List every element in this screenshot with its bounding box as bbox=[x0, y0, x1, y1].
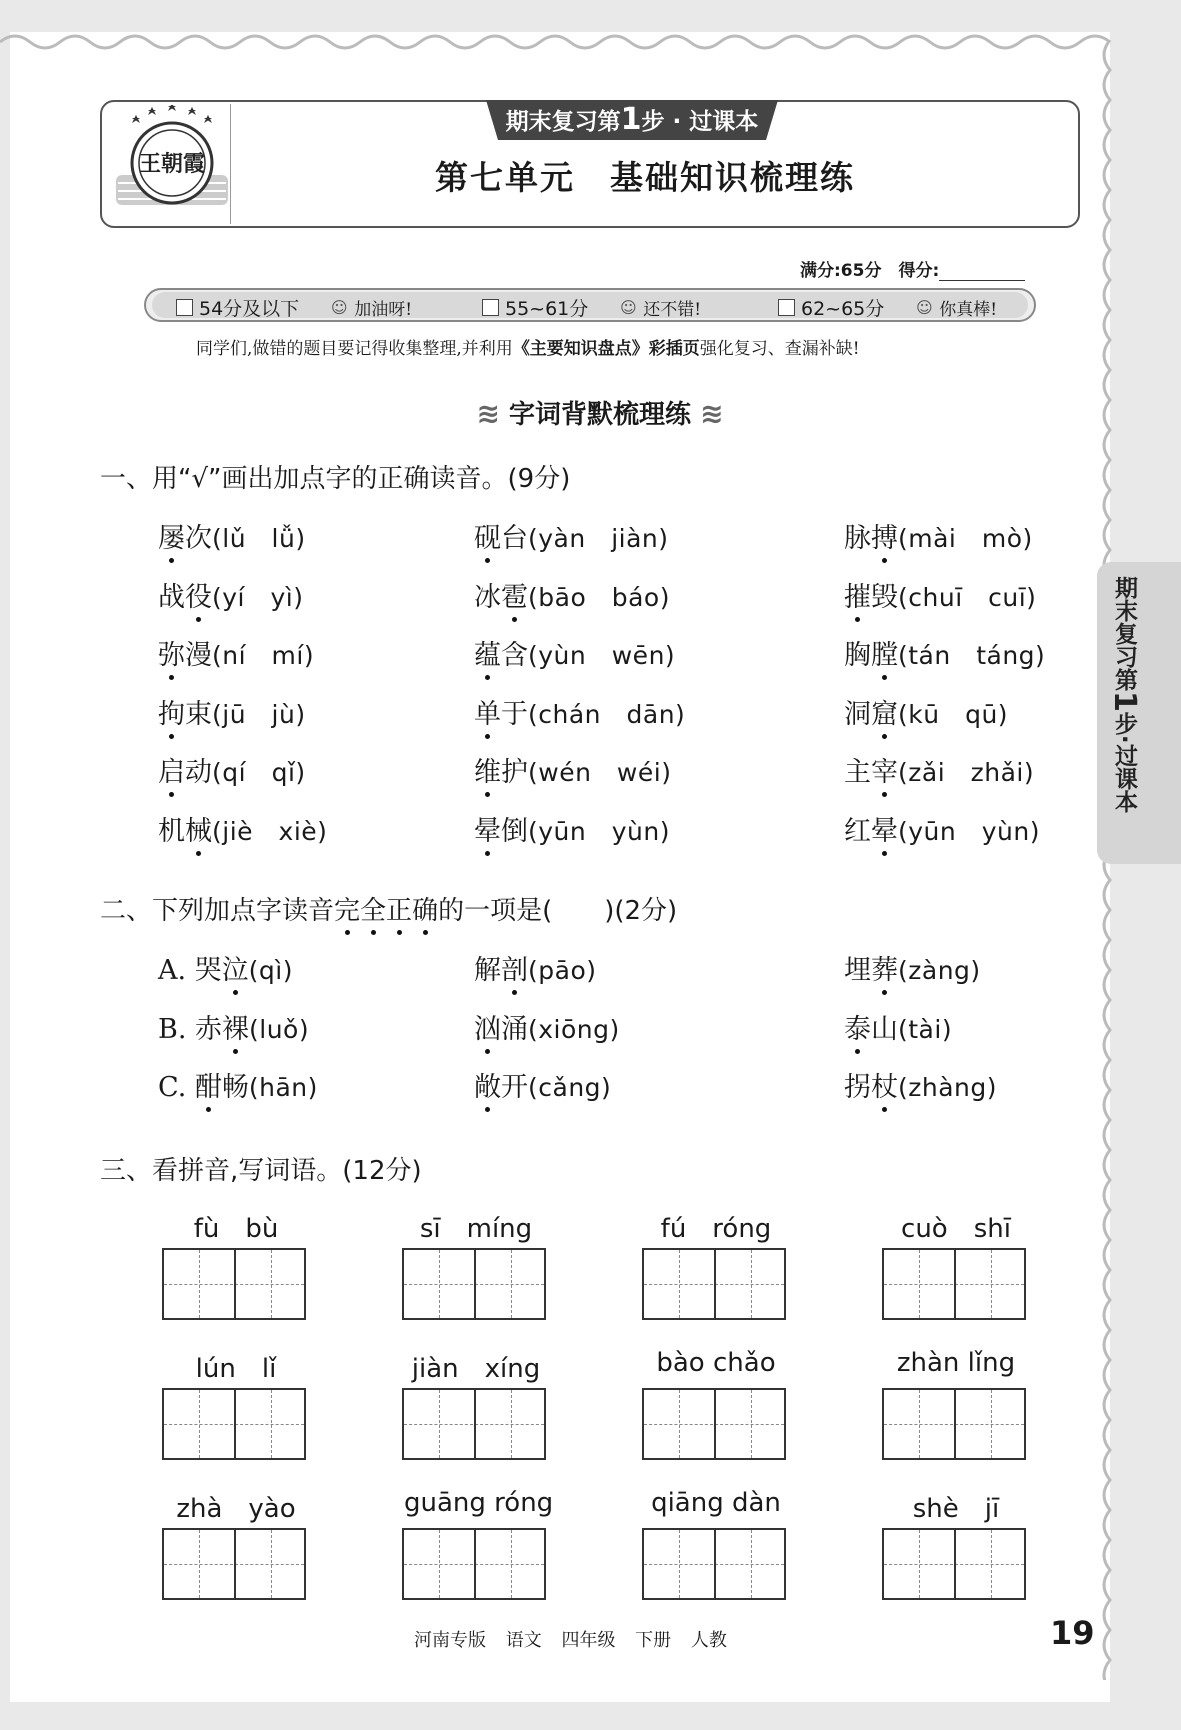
q1-item bbox=[158, 575, 304, 614]
q1-item bbox=[844, 516, 1033, 555]
wave-icon: ≋ bbox=[700, 397, 724, 430]
pinyin-options[interactable]: (chuī cuī) bbox=[898, 582, 1037, 612]
q1-item bbox=[158, 633, 314, 672]
q2-option-word: A. 哭泣(qì) bbox=[158, 948, 293, 987]
char: 泰 bbox=[844, 1007, 871, 1046]
char: 冰 bbox=[474, 581, 501, 613]
writing-grid[interactable] bbox=[642, 1248, 786, 1320]
unit-title: 第七单元 基础知识梳理练 bbox=[435, 158, 855, 197]
q2-option-word: B. 赤裸(luǒ) bbox=[158, 1007, 309, 1046]
char: 次 bbox=[185, 523, 212, 554]
writing-grid[interactable] bbox=[882, 1388, 1026, 1460]
pinyin-options[interactable]: (lǔ lǚ) bbox=[212, 524, 306, 553]
level-mid: 55~61分 ☺ 还不错! bbox=[482, 294, 701, 321]
wavy-border-top bbox=[0, 24, 1181, 54]
checkbox[interactable] bbox=[482, 299, 499, 316]
char: 主 bbox=[844, 757, 871, 788]
page-number: 19 bbox=[1050, 1614, 1095, 1652]
char: 敞 bbox=[474, 1065, 501, 1104]
pinyin-prompt: fù bù bbox=[193, 1214, 279, 1244]
q2-option-word: 汹涌(xiōng) bbox=[474, 1007, 620, 1046]
char: 泣 bbox=[222, 948, 249, 987]
pinyin-options[interactable]: (wén wéi) bbox=[528, 758, 672, 787]
char: 埋 bbox=[844, 955, 871, 986]
pinyin-options[interactable]: (kū qū) bbox=[898, 699, 1009, 729]
char: 屡 bbox=[158, 516, 185, 555]
char: 汹 bbox=[474, 1007, 501, 1046]
pinyin-options[interactable]: (yūn yùn) bbox=[898, 816, 1040, 846]
char: 晕 bbox=[871, 809, 898, 848]
char: 裸 bbox=[222, 1007, 249, 1046]
q2-option-word: 泰山(tài) bbox=[844, 1007, 952, 1046]
char: 机 bbox=[158, 815, 185, 847]
char: 剖 bbox=[501, 948, 528, 987]
q2-option-word: 解剖(pāo) bbox=[474, 948, 597, 987]
writing-grid[interactable] bbox=[162, 1388, 306, 1460]
char: 械 bbox=[185, 809, 212, 848]
pinyin-prompt: zhàn lǐng bbox=[896, 1348, 1016, 1378]
char: 搏 bbox=[871, 516, 898, 555]
publisher-logo bbox=[112, 105, 232, 223]
q1-item bbox=[474, 575, 670, 614]
option-label: A. bbox=[158, 955, 195, 986]
q2-option-word: 埋葬(zàng) bbox=[844, 948, 981, 987]
char: 维 bbox=[474, 750, 501, 789]
pinyin-prompt: lún lǐ bbox=[195, 1354, 277, 1384]
char: 束 bbox=[185, 698, 212, 730]
writing-grid[interactable] bbox=[402, 1388, 546, 1460]
option-label: C. bbox=[158, 1072, 195, 1103]
q1-item bbox=[158, 516, 306, 555]
char: 杖 bbox=[871, 1065, 898, 1104]
char: 涌 bbox=[501, 1013, 528, 1045]
char: 单 bbox=[474, 692, 501, 731]
face-icon: ☺ bbox=[619, 297, 637, 317]
char: 晕 bbox=[474, 809, 501, 848]
q2-title: 二、下列加点字读音完全正确的一项是( )(2分) bbox=[100, 890, 677, 927]
char: 于 bbox=[501, 698, 528, 730]
pinyin-options[interactable]: (mài mò) bbox=[898, 524, 1033, 553]
pinyin-options[interactable]: (yàn jiàn) bbox=[528, 524, 669, 553]
q1-item bbox=[844, 692, 1008, 731]
char: 赤 bbox=[195, 1013, 223, 1045]
pinyin-options[interactable]: (zǎi zhǎi) bbox=[898, 758, 1035, 787]
char: 砚 bbox=[474, 516, 501, 555]
char: 蕴 bbox=[474, 633, 501, 672]
pinyin-prompt: fú róng bbox=[660, 1214, 772, 1244]
char: 开 bbox=[501, 1072, 528, 1103]
char: 毁 bbox=[871, 581, 898, 613]
q2-option-word: 拐杖(zhàng) bbox=[844, 1065, 997, 1104]
pinyin-options[interactable]: (yùn wēn) bbox=[528, 641, 676, 670]
wave-icon: ≋ bbox=[476, 397, 500, 430]
pinyin-options[interactable]: (qí qǐ) bbox=[212, 758, 306, 787]
writing-grid[interactable] bbox=[402, 1248, 546, 1320]
char: 洞 bbox=[844, 698, 871, 730]
instruction-note: 同学们,做错的题目要记得收集整理,并利用《主要知识盘点》彩插页强化复习、查漏补缺! bbox=[196, 339, 860, 359]
pinyin-options[interactable]: (jū jù) bbox=[212, 699, 306, 729]
banner-text: 期末复习第1步 · 过课本 bbox=[505, 102, 759, 137]
pinyin-options[interactable]: (ní mí) bbox=[212, 641, 315, 670]
char: 解 bbox=[474, 955, 501, 986]
pinyin-prompt: qiāng dàn bbox=[651, 1488, 781, 1518]
q1-item bbox=[474, 692, 685, 731]
char: 山 bbox=[871, 1013, 898, 1045]
score-line: 满分:65分 得分: bbox=[800, 256, 1025, 281]
char: 护 bbox=[501, 757, 528, 788]
option-label: B. bbox=[158, 1013, 196, 1045]
pinyin-prompt: jiàn xíng bbox=[411, 1354, 541, 1384]
pinyin-prompt: guāng róng bbox=[404, 1488, 554, 1518]
face-icon: ☺ bbox=[915, 297, 933, 317]
writing-grid[interactable] bbox=[642, 1528, 786, 1600]
pinyin-options[interactable]: (chán dān) bbox=[528, 699, 686, 729]
char: 倒 bbox=[501, 815, 528, 847]
char: 红 bbox=[844, 815, 871, 847]
q1-item bbox=[158, 809, 327, 848]
char: 窟 bbox=[871, 692, 898, 731]
pinyin-prompt: cuò shī bbox=[901, 1214, 1011, 1244]
writing-grid[interactable] bbox=[162, 1248, 306, 1320]
q1-title: 一、用“√”画出加点字的正确读音。(9分) bbox=[100, 464, 571, 494]
logo-divider bbox=[230, 104, 231, 224]
q1-item bbox=[474, 750, 671, 789]
checkbox[interactable] bbox=[176, 299, 193, 316]
q1-item bbox=[844, 750, 1034, 789]
writing-grid[interactable] bbox=[642, 1388, 786, 1460]
level-low: 54分及以下 ☺ 加油呀! bbox=[176, 294, 412, 321]
face-icon: ☺ bbox=[330, 297, 348, 317]
char: 含 bbox=[501, 640, 528, 671]
pinyin-prompt: sī míng bbox=[419, 1214, 533, 1244]
pinyin-options[interactable]: (bāo báo) bbox=[528, 582, 670, 612]
pinyin-options[interactable]: (yí yì) bbox=[212, 582, 304, 612]
q2-option-word: 敞开(cǎng) bbox=[474, 1065, 611, 1104]
char: 漫 bbox=[185, 640, 212, 671]
q1-item bbox=[158, 750, 306, 789]
char: 役 bbox=[185, 575, 212, 614]
char: 台 bbox=[501, 523, 528, 554]
writing-grid[interactable] bbox=[162, 1528, 306, 1600]
char: 酣 bbox=[195, 1065, 222, 1104]
q1-item bbox=[474, 809, 670, 848]
char: 胸 bbox=[844, 640, 871, 671]
pinyin-options[interactable]: (tán táng) bbox=[898, 641, 1046, 670]
level-high: 62~65分 ☺ 你真棒! bbox=[778, 294, 997, 321]
char: 哭 bbox=[194, 955, 222, 986]
writing-grid[interactable] bbox=[402, 1528, 546, 1600]
section-title: ≋ 字词背默梳理练 ≋ bbox=[476, 397, 724, 430]
char: 雹 bbox=[501, 575, 528, 614]
q1-item bbox=[844, 633, 1045, 672]
q1-item bbox=[844, 575, 1036, 614]
pinyin-prompt: bào chǎo bbox=[656, 1348, 776, 1378]
writing-grid[interactable] bbox=[882, 1248, 1026, 1320]
q3-title: 三、看拼音,写词语。(12分) bbox=[100, 1156, 422, 1186]
writing-grid[interactable] bbox=[882, 1528, 1026, 1600]
q2-option-word: C. 酣畅(hān) bbox=[158, 1065, 318, 1104]
q1-item bbox=[474, 516, 669, 555]
side-tab-text: 期末复习第1步·过课本 bbox=[1107, 576, 1142, 813]
q1-item bbox=[158, 692, 306, 731]
checkbox[interactable] bbox=[778, 299, 795, 316]
char: 膛 bbox=[871, 633, 898, 672]
char: 战 bbox=[158, 581, 185, 613]
footer-info: 河南专版 语文 四年级 下册 人教 bbox=[414, 1630, 727, 1651]
char: 摧 bbox=[844, 575, 871, 614]
char: 拘 bbox=[158, 692, 185, 731]
pinyin-prompt: shè jī bbox=[912, 1494, 1000, 1524]
pinyin-options[interactable]: (jiè xiè) bbox=[212, 816, 328, 846]
pinyin-prompt: zhà yào bbox=[176, 1494, 296, 1524]
char: 脉 bbox=[844, 523, 871, 554]
pinyin-options[interactable]: (yūn yùn) bbox=[528, 816, 670, 846]
logo-text: 王朝霞 bbox=[138, 151, 206, 177]
char: 拐 bbox=[844, 1072, 871, 1103]
char: 启 bbox=[158, 750, 185, 789]
char: 动 bbox=[185, 757, 212, 788]
char: 弥 bbox=[158, 633, 185, 672]
q1-item bbox=[844, 809, 1040, 848]
char: 畅 bbox=[221, 1072, 249, 1103]
char: 宰 bbox=[871, 750, 898, 789]
score-blank[interactable] bbox=[939, 263, 1025, 281]
q1-item bbox=[474, 633, 675, 672]
char: 葬 bbox=[871, 948, 898, 987]
